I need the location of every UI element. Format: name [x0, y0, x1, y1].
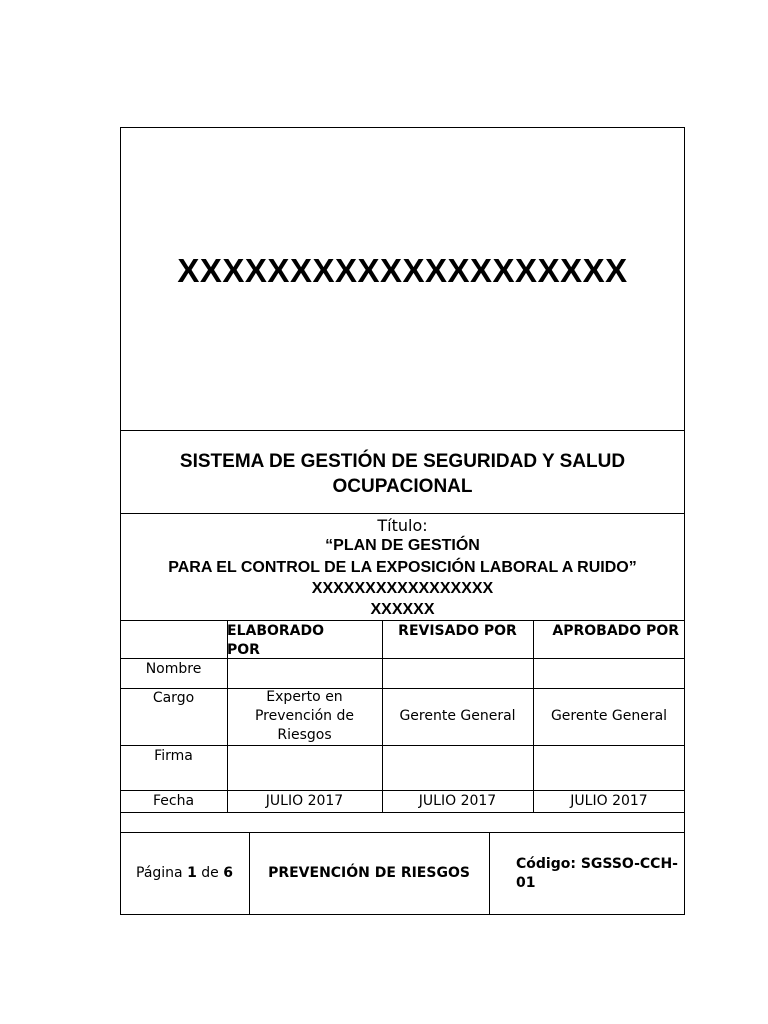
fecha-elaborado: JULIO 2017	[265, 792, 344, 809]
cargo-revisado: Gerente General	[399, 708, 516, 724]
system-name-line1: SISTEMA DE GESTIÓN DE SEGURIDAD Y SALUD	[179, 451, 626, 472]
title-line-2: PARA EL CONTROL DE LA EXPOSICIÓN LABORAL A RUIDO”	[168, 559, 637, 576]
page-current: 1	[187, 865, 197, 881]
row-label-fecha: Fecha	[152, 792, 195, 809]
page-separator: de	[201, 865, 219, 881]
title-line-4: XXXXXX	[370, 601, 435, 618]
cargo-elaborado	[227, 688, 382, 745]
column-header-aprobado: APROBADO POR	[552, 623, 679, 639]
column-header-elaborado-line2: POR	[227, 642, 260, 658]
firma-elaborado	[227, 745, 382, 790]
document-code-line2: 01	[516, 874, 536, 891]
firma-aprobado	[533, 745, 685, 790]
fecha-aprobado: JULIO 2017	[570, 792, 648, 809]
firma-revisado	[382, 745, 533, 790]
cargo-elaborado-line1: Experto en	[266, 689, 343, 705]
system-name-line2: OCUPACIONAL	[332, 476, 473, 497]
page-indicator	[120, 832, 249, 915]
page-total: 6	[223, 865, 233, 881]
nombre-aprobado	[533, 658, 685, 688]
column-header-revisado: REVISADO POR	[398, 623, 517, 639]
divider-title-system	[120, 430, 685, 431]
cargo-elaborado-line3: Riesgos	[277, 727, 332, 743]
column-header-elaborado	[227, 620, 382, 658]
page-prefix: Página	[136, 865, 183, 881]
document-code-line1: Código: SGSSO-CCH-	[516, 855, 678, 872]
column-header-elaborado-line1: ELABORADO	[227, 623, 325, 639]
row-label-firma: Firma	[154, 747, 193, 764]
nombre-revisado	[382, 658, 533, 688]
row-label-nombre: Nombre	[145, 660, 202, 677]
system-name	[150, 449, 655, 499]
nombre-elaborado	[227, 658, 382, 688]
placeholder-title: XXXXXXXXXXXXXXXXXXXX	[177, 252, 628, 289]
fecha-revisado: JULIO 2017	[418, 792, 497, 809]
title-label: Título:	[377, 516, 428, 535]
cargo-aprobado: Gerente General	[550, 708, 668, 724]
cargo-elaborado-line2: Prevención de	[254, 708, 354, 724]
row-label-cargo: Cargo	[152, 689, 195, 706]
divider-system-title	[120, 513, 685, 514]
title-line-1: “PLAN DE GESTIÓN	[325, 537, 480, 554]
document-code	[489, 832, 685, 915]
divider-row-fecha	[120, 812, 685, 813]
title-line-3: XXXXXXXXXXXXXXXXX	[311, 580, 494, 597]
section-name: PREVENCIÓN DE RIESGOS	[268, 865, 470, 881]
